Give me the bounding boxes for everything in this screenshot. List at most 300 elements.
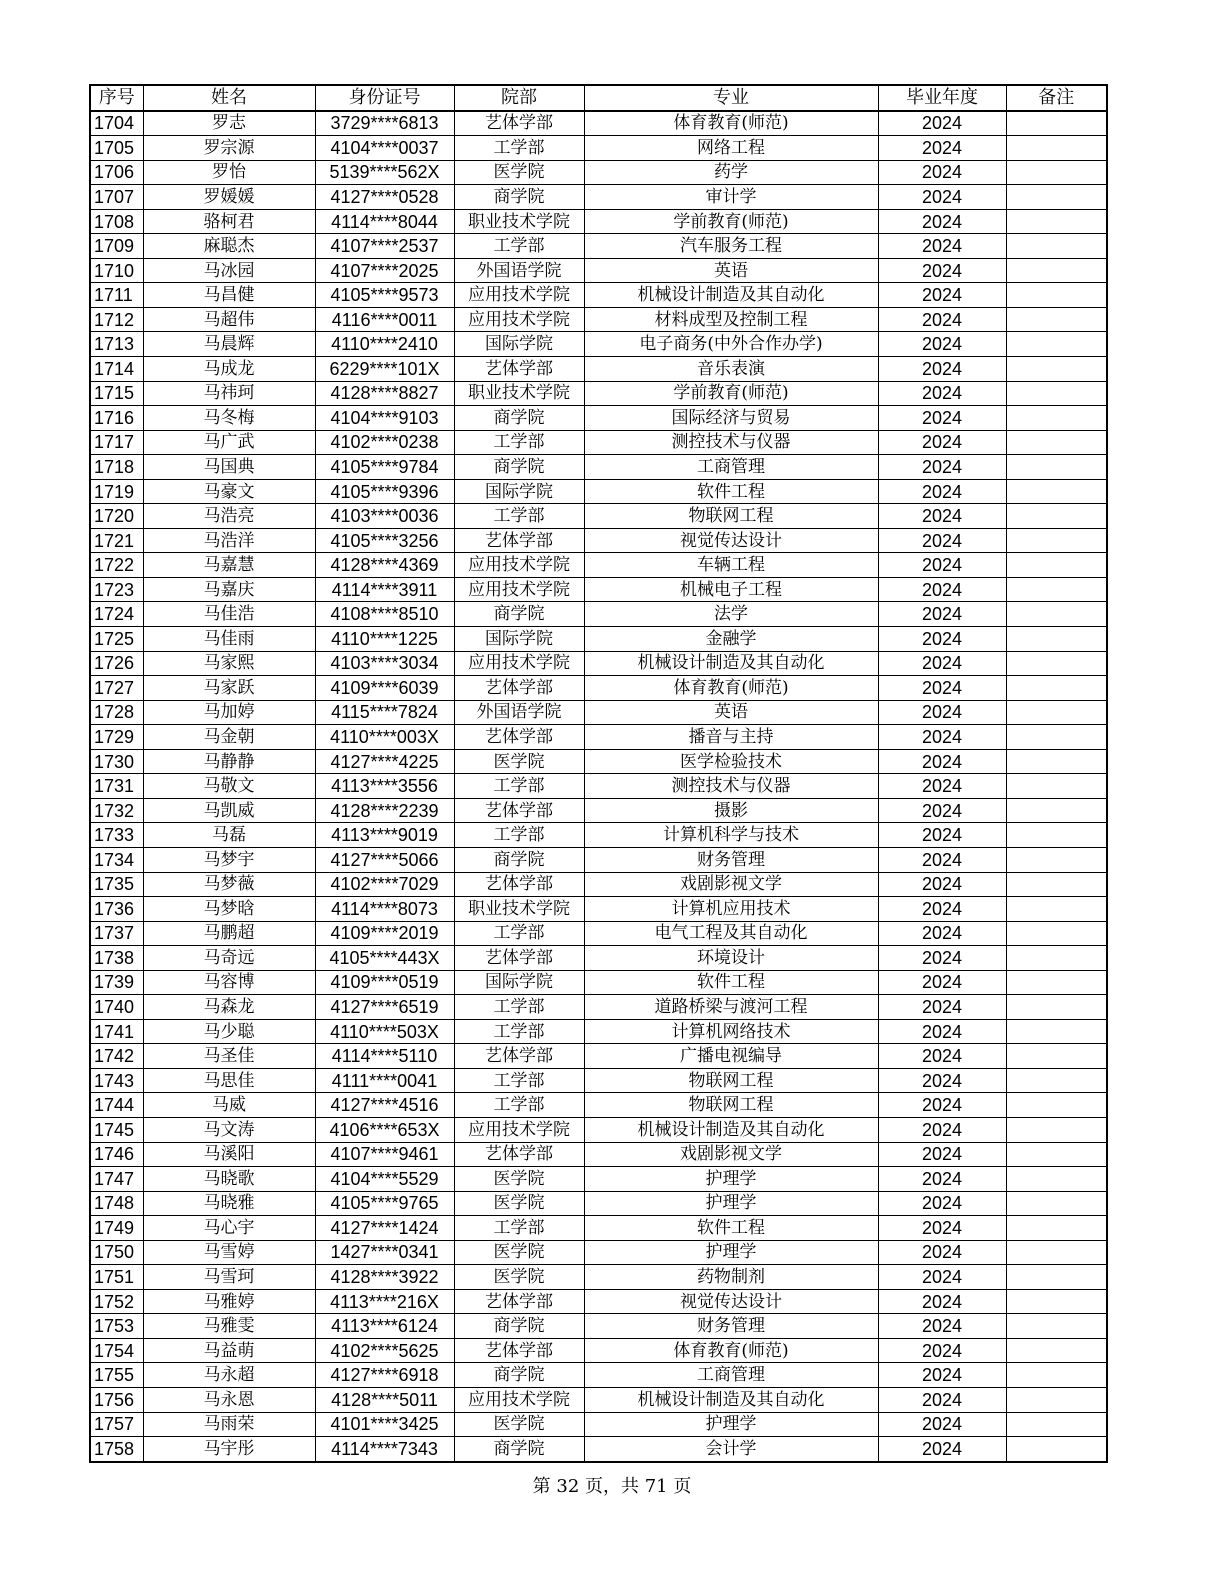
graduation-year-cell: 2024 — [878, 283, 1006, 308]
graduation-year-cell: 2024 — [878, 1044, 1006, 1069]
graduation-year-cell: 2024 — [878, 406, 1006, 431]
table-row — [90, 1314, 1107, 1339]
id-number-cell: 4113****9019 — [315, 823, 454, 848]
id-number-cell: 4105****9765 — [315, 1191, 454, 1216]
header-graduation-year: 毕业年度 — [878, 85, 1006, 111]
seq-cell: 1713 — [90, 332, 143, 357]
table-row — [90, 357, 1107, 382]
department-cell: 国际学院 — [454, 479, 584, 504]
name-cell: 马嘉慧 — [143, 553, 315, 578]
graduation-year-cell: 2024 — [878, 430, 1006, 455]
seq-cell: 1757 — [90, 1412, 143, 1437]
seq-cell: 1751 — [90, 1265, 143, 1290]
name-cell: 马鹏超 — [143, 921, 315, 946]
graduation-year-cell: 2024 — [878, 258, 1006, 283]
name-cell: 马家跃 — [143, 676, 315, 701]
seq-cell: 1706 — [90, 160, 143, 185]
department-cell: 职业技术学院 — [454, 897, 584, 922]
table-row — [90, 406, 1107, 431]
seq-cell: 1738 — [90, 946, 143, 971]
id-number-cell: 4103****0036 — [315, 504, 454, 529]
table-row — [90, 1240, 1107, 1265]
seq-cell: 1749 — [90, 1216, 143, 1241]
remarks-cell — [1006, 1314, 1107, 1339]
seq-cell: 1726 — [90, 651, 143, 676]
department-cell: 工学部 — [454, 1093, 584, 1118]
id-number-cell: 4106****653X — [315, 1117, 454, 1142]
major-cell: 机械设计制造及其自动化 — [584, 651, 878, 676]
seq-cell: 1720 — [90, 504, 143, 529]
remarks-cell — [1006, 209, 1107, 234]
department-cell: 应用技术学院 — [454, 283, 584, 308]
name-cell: 马加婷 — [143, 700, 315, 725]
seq-cell: 1722 — [90, 553, 143, 578]
header-remarks: 备注 — [1006, 85, 1107, 111]
table-row — [90, 234, 1107, 259]
name-cell: 马晓歌 — [143, 1167, 315, 1192]
department-cell: 艺体学部 — [454, 528, 584, 553]
seq-cell: 1752 — [90, 1289, 143, 1314]
major-cell: 护理学 — [584, 1191, 878, 1216]
department-cell: 艺体学部 — [454, 111, 584, 136]
seq-cell: 1746 — [90, 1142, 143, 1167]
department-cell: 国际学院 — [454, 627, 584, 652]
department-cell: 工学部 — [454, 774, 584, 799]
department-cell: 医学院 — [454, 749, 584, 774]
major-cell: 机械设计制造及其自动化 — [584, 1387, 878, 1412]
table-row — [90, 479, 1107, 504]
graduation-year-cell: 2024 — [878, 970, 1006, 995]
name-cell: 马佳雨 — [143, 627, 315, 652]
name-cell: 马成龙 — [143, 357, 315, 382]
id-number-cell: 4128****3922 — [315, 1265, 454, 1290]
department-cell: 医学院 — [454, 1191, 584, 1216]
major-cell: 金融学 — [584, 627, 878, 652]
major-cell: 广播电视编导 — [584, 1044, 878, 1069]
remarks-cell — [1006, 921, 1107, 946]
id-number-cell: 4101****3425 — [315, 1412, 454, 1437]
graduation-year-cell: 2024 — [878, 1019, 1006, 1044]
major-cell: 网络工程 — [584, 136, 878, 161]
id-number-cell: 4109****2019 — [315, 921, 454, 946]
seq-cell: 1731 — [90, 774, 143, 799]
major-cell: 财务管理 — [584, 1314, 878, 1339]
id-number-cell: 4127****0528 — [315, 185, 454, 210]
department-cell: 商学院 — [454, 406, 584, 431]
table-row — [90, 749, 1107, 774]
major-cell: 播音与主持 — [584, 725, 878, 750]
remarks-cell — [1006, 774, 1107, 799]
graduation-year-cell: 2024 — [878, 1117, 1006, 1142]
department-cell: 医学院 — [454, 1240, 584, 1265]
department-cell: 应用技术学院 — [454, 577, 584, 602]
table-row — [90, 1167, 1107, 1192]
table-row — [90, 897, 1107, 922]
department-cell: 艺体学部 — [454, 1289, 584, 1314]
table-row — [90, 1363, 1107, 1388]
name-cell: 马晨辉 — [143, 332, 315, 357]
name-cell: 马容博 — [143, 970, 315, 995]
graduation-year-cell: 2024 — [878, 725, 1006, 750]
remarks-cell — [1006, 234, 1107, 259]
table-row — [90, 651, 1107, 676]
name-cell: 马森龙 — [143, 995, 315, 1020]
graduation-year-cell: 2024 — [878, 946, 1006, 971]
remarks-cell — [1006, 1093, 1107, 1118]
graduation-year-cell: 2024 — [878, 1314, 1006, 1339]
table-row — [90, 1044, 1107, 1069]
id-number-cell: 4102****0238 — [315, 430, 454, 455]
name-cell: 马圣佳 — [143, 1044, 315, 1069]
graduation-year-cell: 2024 — [878, 111, 1006, 136]
major-cell: 医学检验技术 — [584, 749, 878, 774]
remarks-cell — [1006, 307, 1107, 332]
header-major: 专业 — [584, 85, 878, 111]
seq-cell: 1734 — [90, 847, 143, 872]
seq-cell: 1733 — [90, 823, 143, 848]
remarks-cell — [1006, 479, 1107, 504]
table-row — [90, 1142, 1107, 1167]
table-row — [90, 1216, 1107, 1241]
table-row — [90, 553, 1107, 578]
id-number-cell: 4113****3556 — [315, 774, 454, 799]
name-cell: 马威 — [143, 1093, 315, 1118]
name-cell: 马梦宇 — [143, 847, 315, 872]
major-cell: 视觉传达设计 — [584, 1289, 878, 1314]
seq-cell: 1719 — [90, 479, 143, 504]
seq-cell: 1736 — [90, 897, 143, 922]
major-cell: 车辆工程 — [584, 553, 878, 578]
name-cell: 马溪阳 — [143, 1142, 315, 1167]
graduation-year-cell: 2024 — [878, 209, 1006, 234]
department-cell: 艺体学部 — [454, 725, 584, 750]
seq-cell: 1750 — [90, 1240, 143, 1265]
remarks-cell — [1006, 381, 1107, 406]
major-cell: 软件工程 — [584, 479, 878, 504]
name-cell: 马益萌 — [143, 1338, 315, 1363]
department-cell: 商学院 — [454, 185, 584, 210]
table-row — [90, 946, 1107, 971]
graduation-year-cell: 2024 — [878, 1363, 1006, 1388]
id-number-cell: 4128****4369 — [315, 553, 454, 578]
seq-cell: 1715 — [90, 381, 143, 406]
table-row — [90, 1068, 1107, 1093]
name-cell: 罗宗源 — [143, 136, 315, 161]
major-cell: 计算机应用技术 — [584, 897, 878, 922]
major-cell: 道路桥梁与渡河工程 — [584, 995, 878, 1020]
remarks-cell — [1006, 651, 1107, 676]
table-row — [90, 1191, 1107, 1216]
department-cell: 应用技术学院 — [454, 1387, 584, 1412]
table-row — [90, 1338, 1107, 1363]
graduation-year-cell: 2024 — [878, 1093, 1006, 1118]
graduation-year-cell: 2024 — [878, 357, 1006, 382]
table-row — [90, 1117, 1107, 1142]
department-cell: 艺体学部 — [454, 872, 584, 897]
department-cell: 医学院 — [454, 1412, 584, 1437]
major-cell: 国际经济与贸易 — [584, 406, 878, 431]
name-cell: 马家熙 — [143, 651, 315, 676]
name-cell: 马浩洋 — [143, 528, 315, 553]
graduation-year-cell: 2024 — [878, 1068, 1006, 1093]
id-number-cell: 4115****7824 — [315, 700, 454, 725]
graduation-year-cell: 2024 — [878, 1142, 1006, 1167]
seq-cell: 1740 — [90, 995, 143, 1020]
remarks-cell — [1006, 823, 1107, 848]
graduation-year-cell: 2024 — [878, 528, 1006, 553]
id-number-cell: 4127****6918 — [315, 1363, 454, 1388]
remarks-cell — [1006, 111, 1107, 136]
remarks-cell — [1006, 1289, 1107, 1314]
department-cell: 艺体学部 — [454, 798, 584, 823]
name-cell: 马雨荣 — [143, 1412, 315, 1437]
remarks-cell — [1006, 1363, 1107, 1388]
remarks-cell — [1006, 995, 1107, 1020]
major-cell: 体育教育(师范) — [584, 676, 878, 701]
seq-cell: 1710 — [90, 258, 143, 283]
id-number-cell: 4103****3034 — [315, 651, 454, 676]
remarks-cell — [1006, 1216, 1107, 1241]
seq-cell: 1708 — [90, 209, 143, 234]
table-row — [90, 1093, 1107, 1118]
graduation-year-cell: 2024 — [878, 1289, 1006, 1314]
table-row — [90, 1019, 1107, 1044]
seq-cell: 1709 — [90, 234, 143, 259]
remarks-cell — [1006, 1142, 1107, 1167]
table-row — [90, 602, 1107, 627]
graduation-year-cell: 2024 — [878, 1216, 1006, 1241]
remarks-cell — [1006, 970, 1107, 995]
major-cell: 护理学 — [584, 1240, 878, 1265]
name-cell: 马文涛 — [143, 1117, 315, 1142]
id-number-cell: 4109****6039 — [315, 676, 454, 701]
name-cell: 马雅婷 — [143, 1289, 315, 1314]
seq-cell: 1707 — [90, 185, 143, 210]
remarks-cell — [1006, 847, 1107, 872]
department-cell: 应用技术学院 — [454, 307, 584, 332]
name-cell: 马永恩 — [143, 1387, 315, 1412]
id-number-cell: 5139****562X — [315, 160, 454, 185]
name-cell: 马奇远 — [143, 946, 315, 971]
major-cell: 英语 — [584, 700, 878, 725]
name-cell: 马豪文 — [143, 479, 315, 504]
name-cell: 马梦薇 — [143, 872, 315, 897]
name-cell: 马静静 — [143, 749, 315, 774]
major-cell: 机械设计制造及其自动化 — [584, 1117, 878, 1142]
id-number-cell: 4104****9103 — [315, 406, 454, 431]
graduation-year-cell: 2024 — [878, 1240, 1006, 1265]
id-number-cell: 4110****003X — [315, 725, 454, 750]
id-number-cell: 4114****3911 — [315, 577, 454, 602]
seq-cell: 1729 — [90, 725, 143, 750]
major-cell: 药学 — [584, 160, 878, 185]
name-cell: 马雪珂 — [143, 1265, 315, 1290]
name-cell: 马梦晗 — [143, 897, 315, 922]
table-row — [90, 160, 1107, 185]
remarks-cell — [1006, 602, 1107, 627]
header-department: 院部 — [454, 85, 584, 111]
department-cell: 艺体学部 — [454, 357, 584, 382]
remarks-cell — [1006, 1167, 1107, 1192]
remarks-cell — [1006, 185, 1107, 210]
name-cell: 马嘉庆 — [143, 577, 315, 602]
major-cell: 视觉传达设计 — [584, 528, 878, 553]
major-cell: 音乐表演 — [584, 357, 878, 382]
department-cell: 外国语学院 — [454, 700, 584, 725]
seq-cell: 1717 — [90, 430, 143, 455]
id-number-cell: 4102****5625 — [315, 1338, 454, 1363]
name-cell: 骆柯君 — [143, 209, 315, 234]
graduation-year-cell: 2024 — [878, 749, 1006, 774]
department-cell: 应用技术学院 — [454, 553, 584, 578]
department-cell: 工学部 — [454, 1216, 584, 1241]
id-number-cell: 4127****6519 — [315, 995, 454, 1020]
graduate-table — [89, 84, 1108, 1463]
table-row — [90, 823, 1107, 848]
graduation-year-cell: 2024 — [878, 455, 1006, 480]
id-number-cell: 4104****0037 — [315, 136, 454, 161]
major-cell: 工商管理 — [584, 1363, 878, 1388]
table-row — [90, 430, 1107, 455]
page-footer: 第 32 页，共 71 页 — [532, 1476, 692, 1497]
department-cell: 商学院 — [454, 1314, 584, 1339]
department-cell: 工学部 — [454, 823, 584, 848]
remarks-cell — [1006, 1437, 1107, 1462]
seq-cell: 1758 — [90, 1437, 143, 1462]
table-row — [90, 1412, 1107, 1437]
name-cell: 马凯威 — [143, 798, 315, 823]
seq-cell: 1711 — [90, 283, 143, 308]
id-number-cell: 4114****7343 — [315, 1437, 454, 1462]
seq-cell: 1735 — [90, 872, 143, 897]
remarks-cell — [1006, 553, 1107, 578]
major-cell: 英语 — [584, 258, 878, 283]
seq-cell: 1723 — [90, 577, 143, 602]
major-cell: 汽车服务工程 — [584, 234, 878, 259]
remarks-cell — [1006, 676, 1107, 701]
remarks-cell — [1006, 504, 1107, 529]
department-cell: 商学院 — [454, 1437, 584, 1462]
major-cell: 软件工程 — [584, 970, 878, 995]
name-cell: 马祎珂 — [143, 381, 315, 406]
id-number-cell: 3729****6813 — [315, 111, 454, 136]
major-cell: 环境设计 — [584, 946, 878, 971]
id-number-cell: 4111****0041 — [315, 1068, 454, 1093]
major-cell: 机械设计制造及其自动化 — [584, 283, 878, 308]
remarks-cell — [1006, 1068, 1107, 1093]
seq-cell: 1741 — [90, 1019, 143, 1044]
table-row — [90, 676, 1107, 701]
seq-cell: 1712 — [90, 307, 143, 332]
major-cell: 法学 — [584, 602, 878, 627]
major-cell: 物联网工程 — [584, 504, 878, 529]
seq-cell: 1742 — [90, 1044, 143, 1069]
remarks-cell — [1006, 749, 1107, 774]
table-row — [90, 1387, 1107, 1412]
graduation-year-cell: 2024 — [878, 1338, 1006, 1363]
major-cell: 审计学 — [584, 185, 878, 210]
graduation-year-cell: 2024 — [878, 332, 1006, 357]
table-row — [90, 774, 1107, 799]
table-row — [90, 528, 1107, 553]
major-cell: 机械电子工程 — [584, 577, 878, 602]
major-cell: 护理学 — [584, 1167, 878, 1192]
remarks-cell — [1006, 357, 1107, 382]
seq-cell: 1743 — [90, 1068, 143, 1093]
graduation-year-cell: 2024 — [878, 676, 1006, 701]
table-row — [90, 185, 1107, 210]
graduation-year-cell: 2024 — [878, 307, 1006, 332]
id-number-cell: 4128****5011 — [315, 1387, 454, 1412]
graduation-year-cell: 2024 — [878, 651, 1006, 676]
name-cell: 马宇彤 — [143, 1437, 315, 1462]
seq-cell: 1727 — [90, 676, 143, 701]
department-cell: 工学部 — [454, 430, 584, 455]
remarks-cell — [1006, 430, 1107, 455]
seq-cell: 1756 — [90, 1387, 143, 1412]
department-cell: 工学部 — [454, 1019, 584, 1044]
id-number-cell: 4105****3256 — [315, 528, 454, 553]
id-number-cell: 4114****8044 — [315, 209, 454, 234]
department-cell: 商学院 — [454, 1363, 584, 1388]
major-cell: 测控技术与仪器 — [584, 774, 878, 799]
major-cell: 护理学 — [584, 1412, 878, 1437]
graduation-year-cell: 2024 — [878, 897, 1006, 922]
table-row — [90, 798, 1107, 823]
table-row — [90, 970, 1107, 995]
department-cell: 职业技术学院 — [454, 381, 584, 406]
department-cell: 商学院 — [454, 455, 584, 480]
id-number-cell: 4107****2025 — [315, 258, 454, 283]
table-row — [90, 847, 1107, 872]
graduation-year-cell: 2024 — [878, 1412, 1006, 1437]
department-cell: 艺体学部 — [454, 1142, 584, 1167]
major-cell: 软件工程 — [584, 1216, 878, 1241]
name-cell: 马晓雅 — [143, 1191, 315, 1216]
id-number-cell: 4108****8510 — [315, 602, 454, 627]
remarks-cell — [1006, 725, 1107, 750]
graduation-year-cell: 2024 — [878, 995, 1006, 1020]
department-cell: 艺体学部 — [454, 676, 584, 701]
remarks-cell — [1006, 1191, 1107, 1216]
table-row — [90, 872, 1107, 897]
remarks-cell — [1006, 897, 1107, 922]
department-cell: 医学院 — [454, 1265, 584, 1290]
department-cell: 应用技术学院 — [454, 1117, 584, 1142]
id-number-cell: 4105****9784 — [315, 455, 454, 480]
id-number-cell: 4116****0011 — [315, 307, 454, 332]
department-cell: 国际学院 — [454, 332, 584, 357]
seq-cell: 1739 — [90, 970, 143, 995]
remarks-cell — [1006, 1338, 1107, 1363]
remarks-cell — [1006, 577, 1107, 602]
graduation-year-cell: 2024 — [878, 504, 1006, 529]
major-cell: 物联网工程 — [584, 1068, 878, 1093]
seq-cell: 1724 — [90, 602, 143, 627]
name-cell: 马佳浩 — [143, 602, 315, 627]
seq-cell: 1716 — [90, 406, 143, 431]
name-cell: 罗媛媛 — [143, 185, 315, 210]
seq-cell: 1730 — [90, 749, 143, 774]
id-number-cell: 4127****4516 — [315, 1093, 454, 1118]
table-row — [90, 455, 1107, 480]
seq-cell: 1754 — [90, 1338, 143, 1363]
department-cell: 艺体学部 — [454, 1044, 584, 1069]
graduation-year-cell: 2024 — [878, 160, 1006, 185]
id-number-cell: 4105****9396 — [315, 479, 454, 504]
major-cell: 摄影 — [584, 798, 878, 823]
graduation-year-cell: 2024 — [878, 381, 1006, 406]
